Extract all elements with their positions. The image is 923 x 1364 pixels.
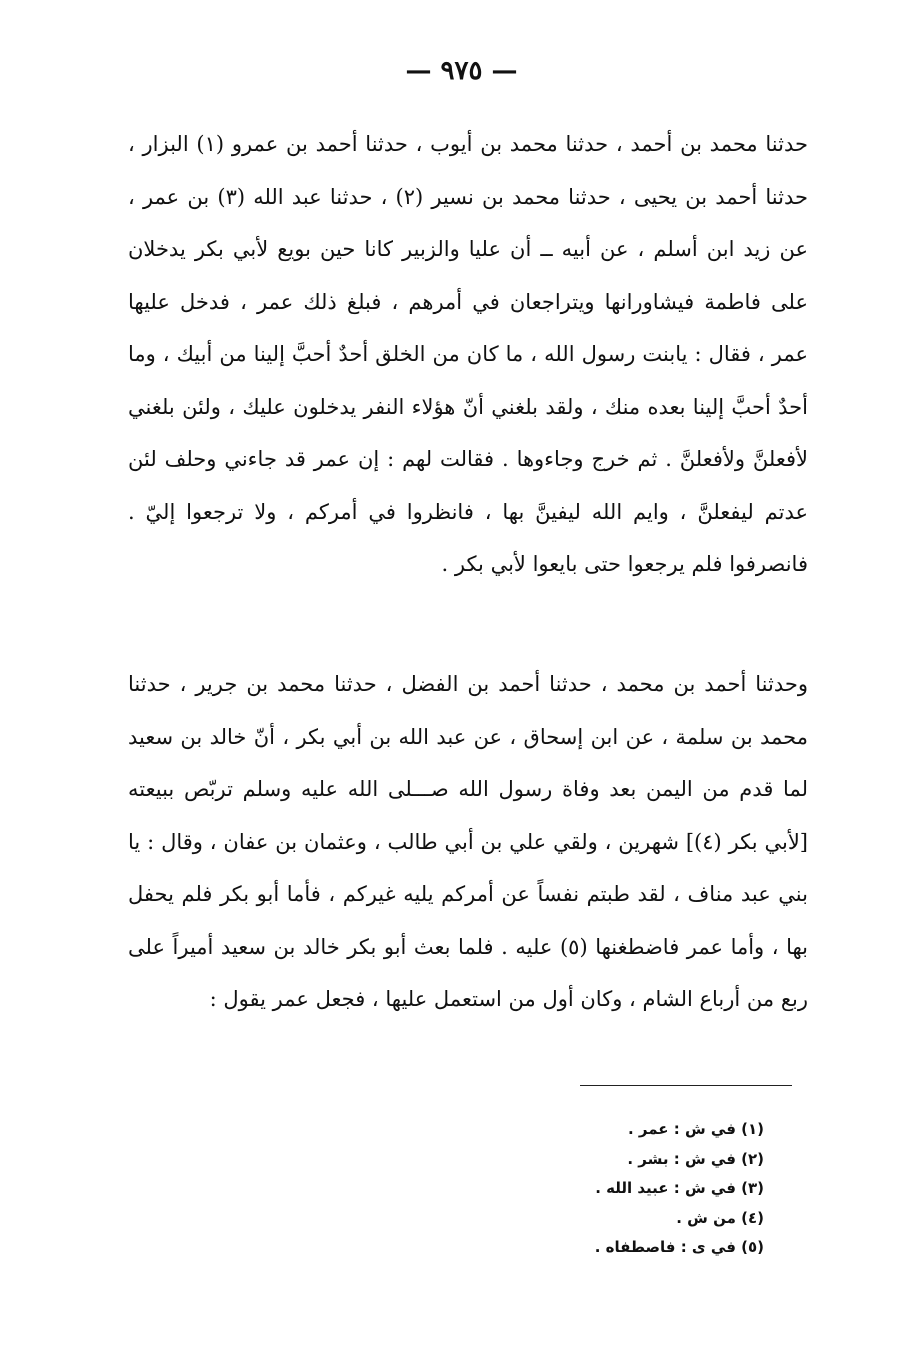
footnote-item: (١) في ش : عمر . [627, 1120, 764, 1138]
footnote-item: (٤) من ش . [676, 1208, 764, 1227]
footnotes-list [480, 1115, 764, 1263]
body-paragraph-1: حدثنا محمد بن أحمد ، حدثنا محمد بن أيوب ، حدثنا أحمد بن عمرو (١) البزار ، حدثنا أحمد بن يحيى ، حدثنا محمد بن نسير (٢) ، حدثنا عبد الله (٣) بن عمر ، عن زيد ابن أسلم ، عن أبيه ــ أن عليا والزبير كانا حين بويع لأبي بكر يدخلان على فاطمة فيشاورانها ويتراجعان في أمرهم ، فبلغ ذلك عمر ، فدخل عليها عمر ، فقال : يابنت رسول الله ، ما كان من الخلق أحدٌ أحبَّ إلينا من أبيك ، وما أحدٌ أحبَّ إلينا بعده منك ، ولقد بلغني أنّ هؤلاء النفر يدخلون عليك ، ولئن بلغني لأفعلنَّ ولأفعلنَّ . ثم خرج وجاءوها . فقالت لهم : إن عمر قد جاءني وحلف لئن عدتم ليفعلنَّ ، وايم الله ليفينَّ بها ، فانظروا في أمركم ، ولا ترجعوا إليّ . فانصرفوا فلم يرجعوا حتى بايعوا لأبي بكر . [128, 132, 808, 576]
body-paragraph-2: وحدثنا أحمد بن محمد ، حدثنا أحمد بن الفضل ، حدثنا محمد بن جرير ، حدثنا محمد بن سلمة ، عن ابن إسحاق ، عن عبد الله بن أبي بكر ، أنّ خالد بن سعيد لما قدم من اليمن بعد وفاة رسول الله صـــلى الله عليه وسلم تربّص ببيعته [لأبي بكر (٤)] شهرين ، ولقي علي بن أبي طالب ، وعثمان بن عفان ، وقال : يا بني عبد مناف ، لقد طبتم نفساً عن أمركم يليه غيركم ، فأما أبو بكر فلم يحفل بها ، وأما عمر فاضطغنها (٥) عليه . فلما بعث أبو بكر خالد بن سعيد أميراً على ربع من أرباع الشام ، وكان أول من استعمل عليها ، فجعل عمر يقول : [128, 672, 809, 1011]
page-number: — ٩٧٥ — [405, 56, 518, 86]
footnote-separator [580, 1085, 792, 1086]
footnote-item: (٣) في ش : عبيد الله . [595, 1179, 764, 1197]
footnote-item: (٢) في ش : بشر . [627, 1149, 764, 1168]
footnote-item: (٥) في ى : فاصطفاه . [594, 1238, 764, 1256]
